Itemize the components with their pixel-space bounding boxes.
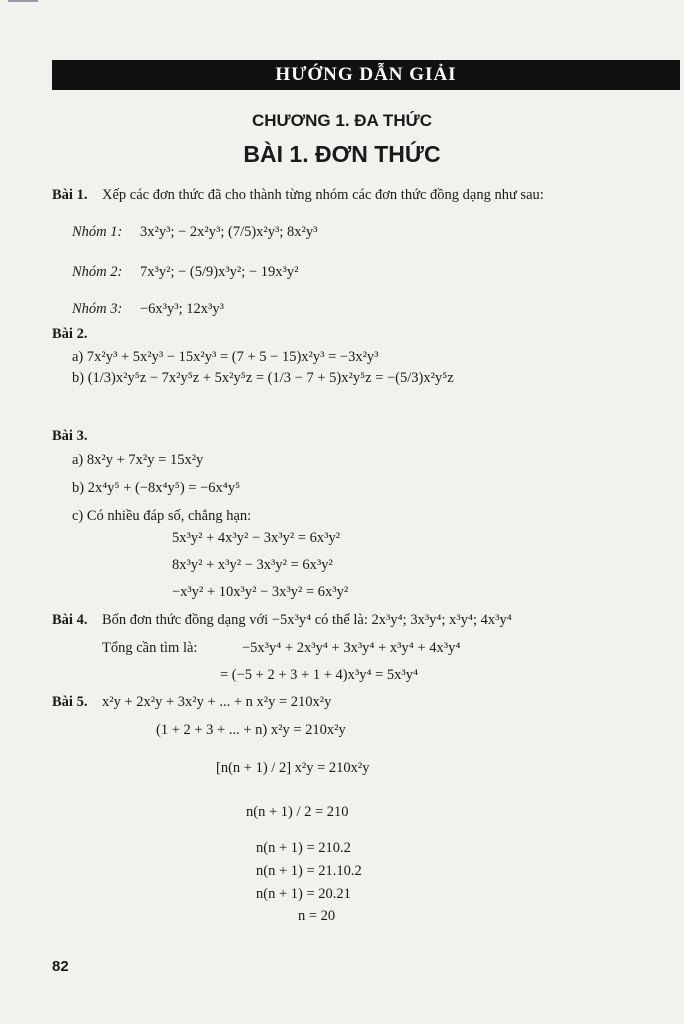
text-line-n1-expr: 3x²y³; − 2x²y³; (7/5)x²y³; 8x²y³ [140, 224, 318, 240]
text-line-b4-sum2: = (−5 + 2 + 3 + 1 + 4)x³y⁴ = 5x³y⁴ [220, 667, 419, 683]
text-line-n1-label: Nhóm 1: [72, 224, 123, 240]
page-edge-mark [8, 0, 38, 2]
text-line-b3b: b) 2x⁴y⁵ + (−8x⁴y⁵) = −6x⁴y⁵ [72, 480, 241, 496]
text-line-b5-l5: n(n + 1) = 210.2 [256, 840, 351, 856]
lesson-title: BÀI 1. ĐƠN THỨC [243, 141, 441, 167]
text-line-b3c: c) Có nhiều đáp số, chẳng hạn: [72, 508, 252, 524]
text-line-b4-text: Bốn đơn thức đồng dạng với −5x³y⁴ có thể là: 2x³y⁴; 3x³y⁴; x³y⁴; 4x³y⁴ [102, 612, 512, 628]
text-line-b3-label: Bài 3. [52, 428, 88, 444]
text-line-b4-label: Bài 4. [52, 612, 88, 628]
text-line-b5-l3: [n(n + 1) / 2] x²y = 210x²y [216, 760, 370, 776]
section-banner: HƯỚNG DẪN GIẢI [52, 60, 680, 90]
text-line-n3-label: Nhóm 3: [72, 301, 123, 317]
text-line-b5-l7: n(n + 1) = 20.21 [256, 886, 351, 902]
text-line-b4-sum-label: Tổng cần tìm là: [102, 640, 198, 656]
text-line-b1-text: Xếp các đơn thức đã cho thành từng nhóm các đơn thức đồng dạng như sau: [102, 187, 544, 203]
text-line-b5-l4: n(n + 1) / 2 = 210 [246, 804, 349, 820]
text-line-n2-label: Nhóm 2: [72, 264, 123, 280]
text-line-b3c3: −x³y² + 10x³y² − 3x³y² = 6x³y² [172, 584, 349, 600]
text-line-b3c1: 5x³y² + 4x³y² − 3x³y² = 6x³y² [172, 530, 341, 546]
text-line-b5-l8: n = 20 [298, 908, 336, 924]
text-line-b4-sum1: −5x³y⁴ + 2x³y⁴ + 3x³y⁴ + x³y⁴ + 4x³y⁴ [242, 640, 461, 656]
text-line-b1-label: Bài 1. [52, 187, 88, 203]
page-number: 82 [52, 958, 69, 975]
text-line-b5-l1: x²y + 2x²y + 3x²y + ... + n x²y = 210x²y [102, 694, 332, 710]
text-line-b2b: b) (1/3)x²y⁵z − 7x²y⁵z + 5x²y⁵z = (1/3 − 7 + 5)x²y⁵z = −(5/3)x²y⁵z [72, 370, 454, 386]
text-line-b5-l2: (1 + 2 + 3 + ... + n) x²y = 210x²y [156, 722, 346, 738]
text-line-b5-label: Bài 5. [52, 694, 88, 710]
text-line-b2a: a) 7x²y³ + 5x²y³ − 15x²y³ = (7 + 5 − 15)x²y³ = −3x²y³ [72, 349, 379, 365]
chapter-title: CHƯƠNG 1. ĐA THỨC [252, 111, 432, 130]
text-line-b3a: a) 8x²y + 7x²y = 15x²y [72, 452, 204, 468]
text-line-b2-label: Bài 2. [52, 326, 88, 342]
text-line-b3c2: 8x³y² + x³y² − 3x³y² = 6x³y² [172, 557, 333, 573]
text-line-b5-l6: n(n + 1) = 21.10.2 [256, 863, 362, 879]
text-line-n3-expr: −6x³y³; 12x³y³ [140, 301, 224, 317]
text-line-n2-expr: 7x³y²; − (5/9)x³y²; − 19x³y² [140, 264, 299, 280]
